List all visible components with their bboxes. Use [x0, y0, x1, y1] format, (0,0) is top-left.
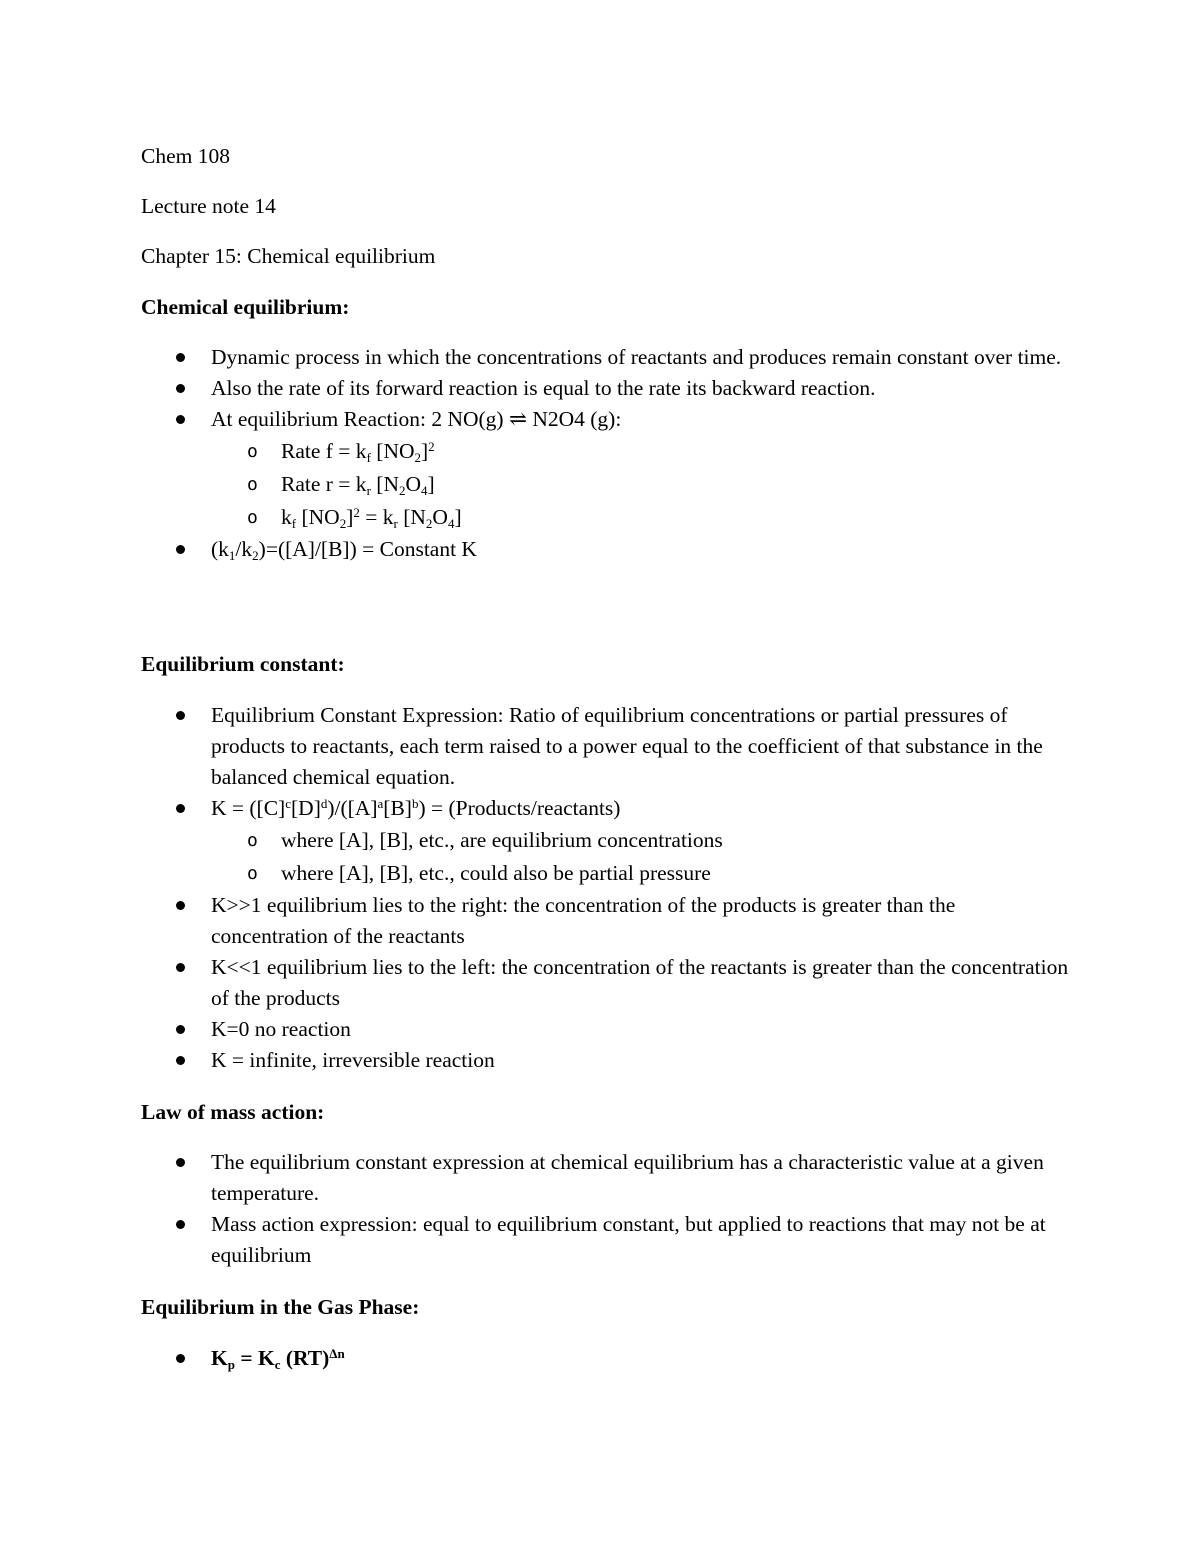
list-item — [141, 404, 1071, 534]
chapter-title: Chapter 15: Chemical equilibrium — [141, 244, 436, 268]
sub-list-item: o $k_f$ $[NO_2]^2 = k_r$ $[N_2O_4]$ — [211, 501, 1071, 534]
list-item: Also the rate of its forward reaction is equal to the rate its backward reaction. — [141, 373, 1071, 404]
rate-sublist — [211, 435, 1071, 534]
equilibrium-constant-list — [141, 700, 1071, 1076]
list-item: Mass action expression: equal to equilibrium constant, but applied to reactions that may not be at equilibrium — [141, 1209, 1071, 1271]
list-item — [141, 793, 1071, 890]
heading-gas-phase: Equilibrium in the Gas Phase: — [141, 1295, 420, 1319]
gas-phase-list — [141, 1343, 1071, 1374]
heading-chemical-equilibrium: Chemical equilibrium: — [141, 295, 350, 319]
sub-list-item: o where [A], [B], etc., are equilibrium concentrations — [211, 824, 1071, 857]
k-expression: $K = ([C]^c[D]^d)/([A]^a[B]^b)$ = (Products/reactants) — [211, 796, 621, 820]
law-mass-action-list — [141, 1147, 1071, 1271]
sub-list-item: o where [A], [B], etc., could also be partial pressure — [211, 857, 1071, 890]
list-item: K = infinite, irreversible reaction — [141, 1045, 1071, 1076]
list-item: Dynamic process in which the concentrations of reactants and produces remain constant over time. — [141, 342, 1071, 373]
list-item: The equilibrium constant expression at chemical equilibrium has a characteristic value at a given temperature. — [141, 1147, 1071, 1209]
list-item: K>>1 equilibrium lies to the right: the concentration of the products is greater than the concentration of the reactants — [141, 890, 1071, 952]
k-sublist — [211, 824, 1071, 890]
sub-list-item: o Rate $r = k_r$ $[N_2O_4]$ — [211, 468, 1071, 501]
list-item: $(k_1/k_2)=([A]/[B])$ = Constant K — [141, 534, 1071, 565]
lecture-title: Lecture note 14 — [141, 194, 276, 218]
course-title: Chem 108 — [141, 144, 230, 168]
sub-list-item: o Rate $f = k_f$ $[NO_2]^2$ — [211, 435, 1071, 468]
list-item: K<<1 equilibrium lies to the left: the concentration of the reactants is greater than the concentration of the products — [141, 952, 1071, 1014]
list-item: K=0 no reaction — [141, 1014, 1071, 1045]
chemical-equilibrium-list — [141, 342, 1071, 565]
heading-equilibrium-constant: Equilibrium constant: — [141, 652, 345, 676]
list-item: Equilibrium Constant Expression: Ratio of equilibrium concentrations or partial pressures of products to reactants, each term raised to a power equal to the coefficient of that substance in the balanced chemical equation. — [141, 700, 1071, 793]
reaction-text: At equilibrium Reaction: 2 NO(g) ⇌ N2O4 (g): — [211, 407, 622, 431]
list-item: $K_p = K_c$ (RT)$^{\Delta n}$ — [141, 1343, 1071, 1374]
heading-law-of-mass-action: Law of mass action: — [141, 1100, 325, 1124]
